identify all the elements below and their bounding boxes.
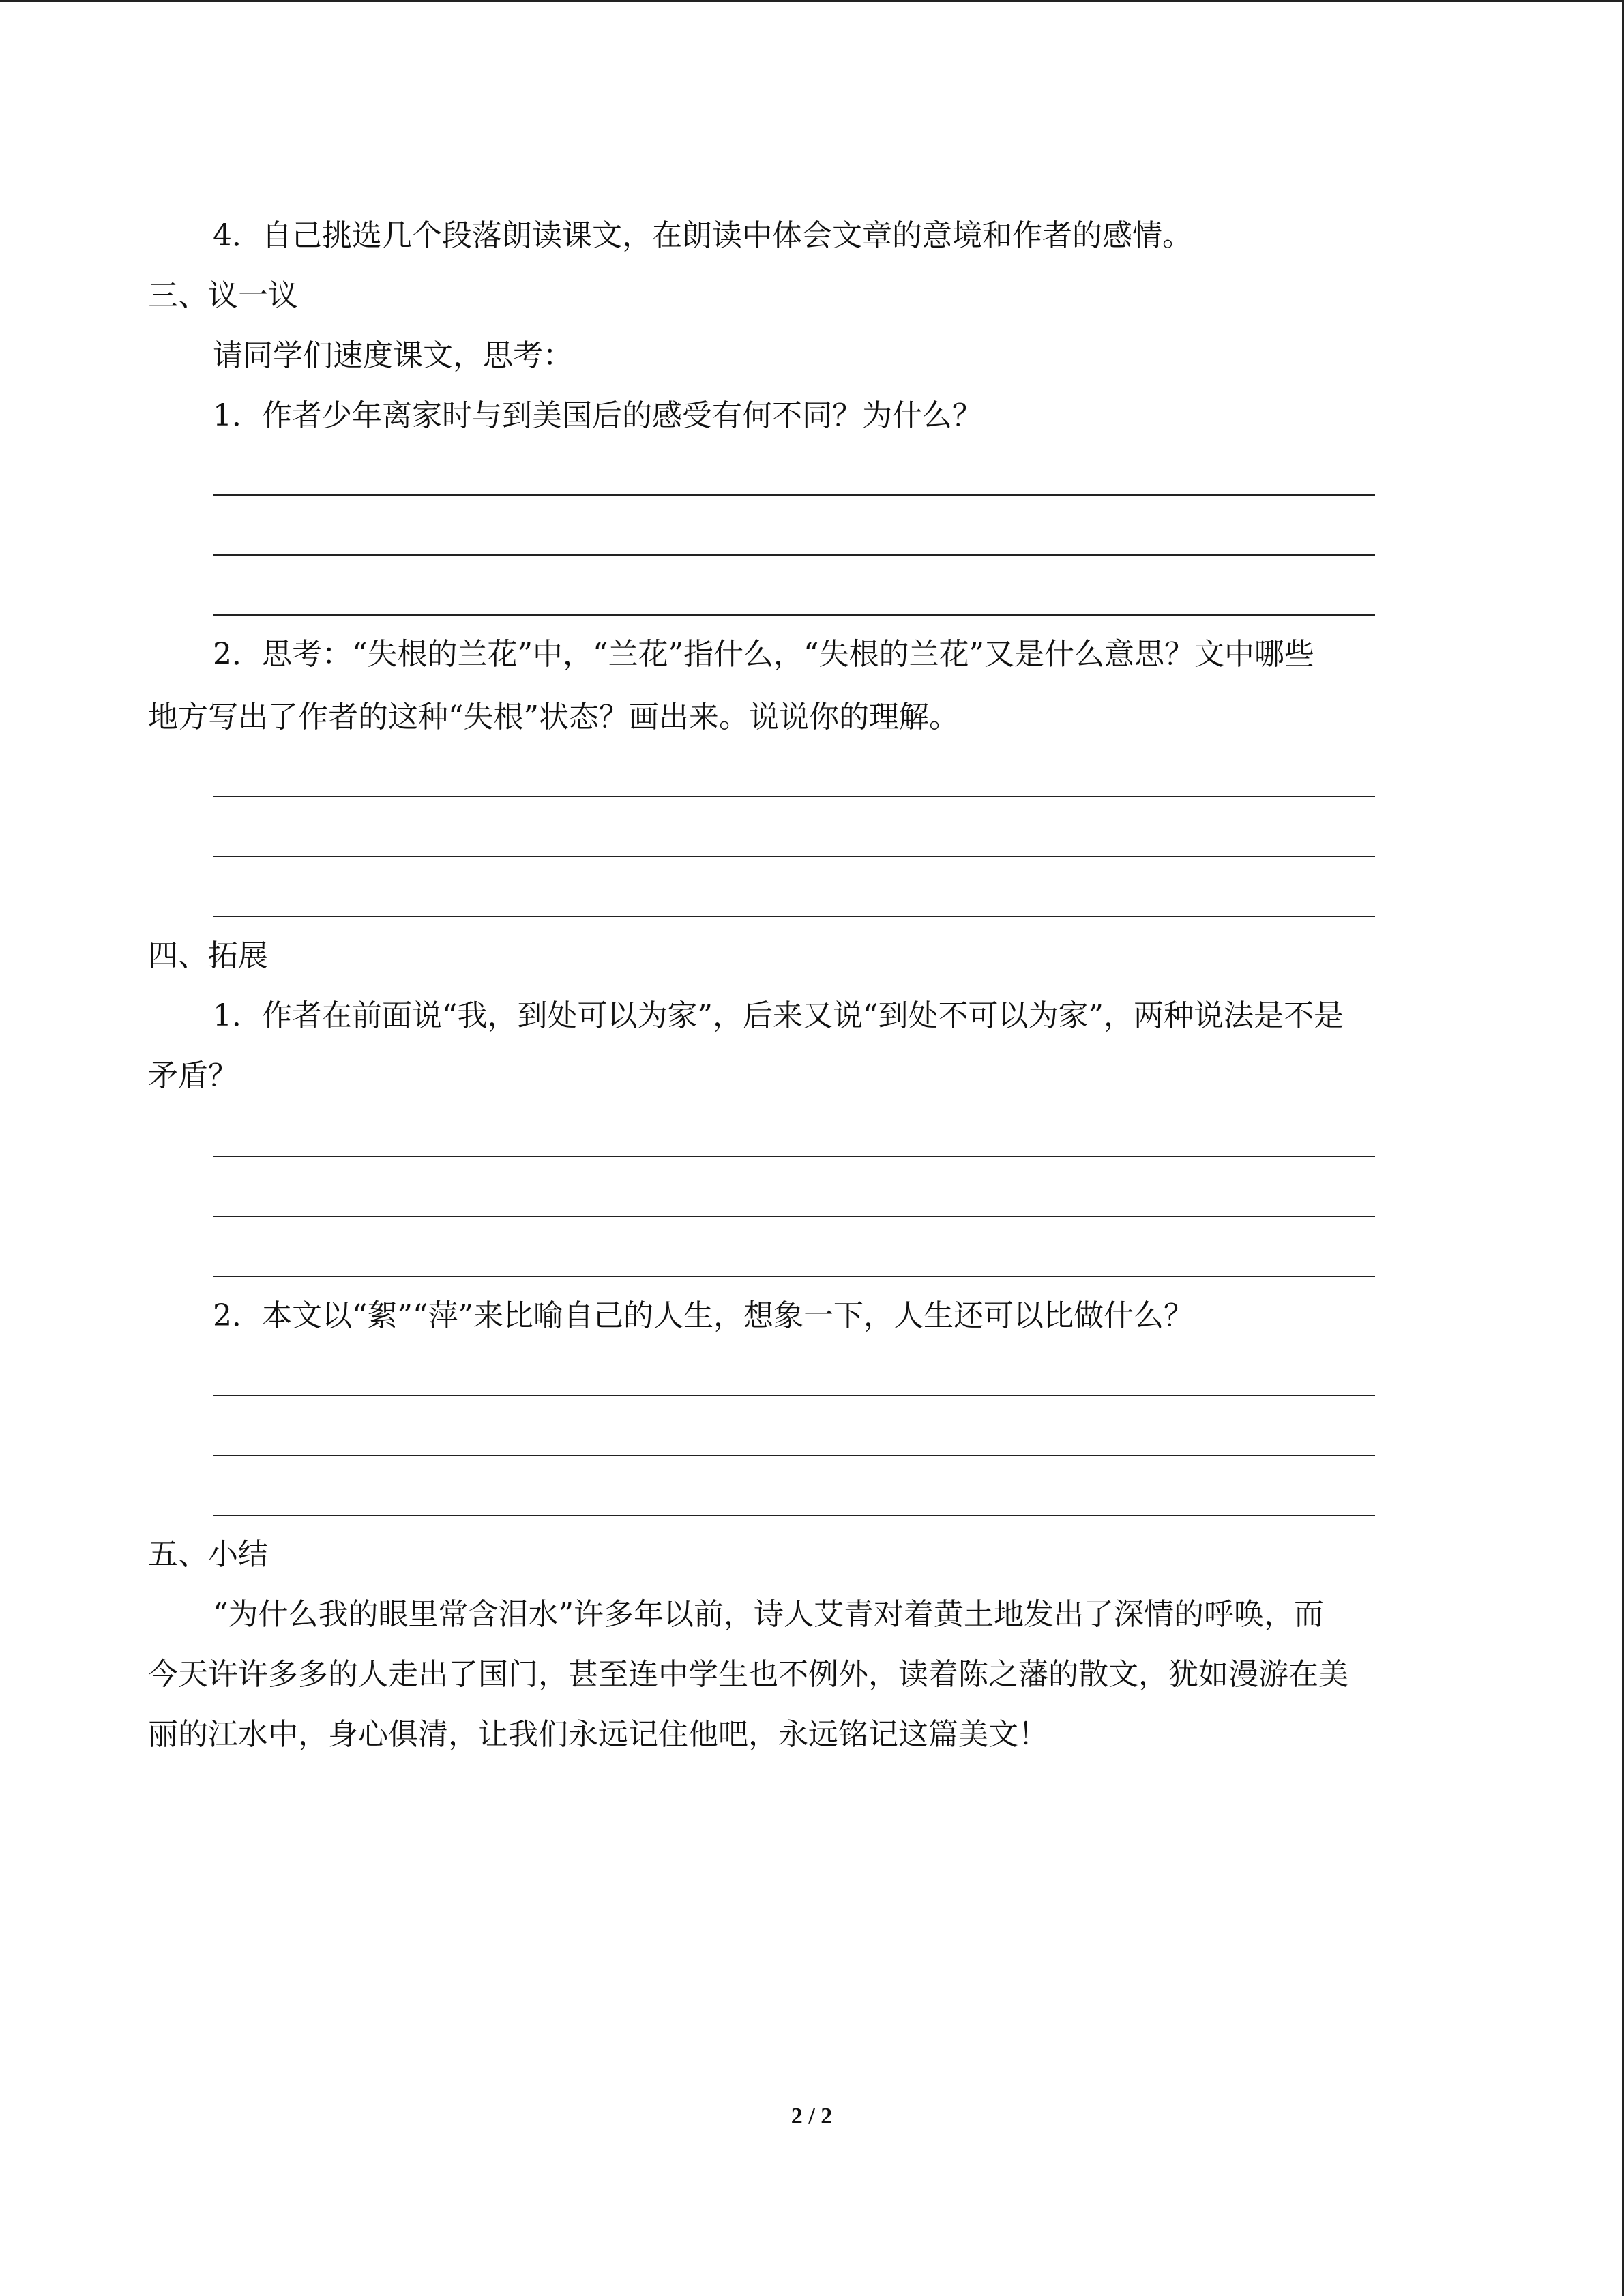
- answer-line: [213, 494, 1375, 496]
- answer-line: [213, 614, 1375, 616]
- answer-line: [213, 1515, 1375, 1516]
- section-two-item-4: 4．自己挑选几个段落朗读课文，在朗读中体会文章的意境和作者的感情。: [213, 218, 1192, 253]
- answer-line: [213, 796, 1375, 797]
- section-four-question-1-line-2: 矛盾？: [148, 1058, 238, 1093]
- answer-line: [213, 1395, 1375, 1396]
- page-number: 2 / 2: [791, 2104, 833, 2129]
- section-three-heading: 三、议一议: [148, 278, 298, 313]
- answer-line: [213, 1455, 1375, 1456]
- answer-line: [213, 1276, 1375, 1277]
- section-four-question-2: 2．本文以“絮”“萍”来比喻自己的人生，想象一下，人生还可以比做什么？: [213, 1298, 1194, 1333]
- answer-line: [213, 856, 1375, 857]
- section-four-question-1-line-1: 1．作者在前面说“我，到处可以为家”，后来又说“到处不可以为家”，两种说法是不是: [213, 998, 1344, 1033]
- answer-line: [213, 1216, 1375, 1217]
- section-three-question-2-line-2: 地方写出了作者的这种“失根”状态？画出来。说说你的理解。: [148, 700, 959, 734]
- summary-paragraph-line-1: “为什么我的眼里常含泪水”许多年以前，诗人艾青对着黄土地发出了深情的呼唤，而: [213, 1597, 1324, 1632]
- answer-line: [213, 916, 1375, 917]
- section-five-heading: 五、小结: [148, 1537, 268, 1572]
- summary-paragraph-line-2: 今天许许多多的人走出了国门，甚至连中学生也不例外，读着陈之藩的散文，犹如漫游在美: [148, 1657, 1348, 1692]
- section-three-question-1: 1．作者少年离家时与到美国后的感受有何不同？为什么？: [213, 398, 982, 433]
- section-four-heading: 四、拓展: [148, 938, 268, 973]
- section-three-intro: 请同学们速度课文，思考：: [213, 338, 573, 373]
- summary-paragraph-line-3: 丽的江水中，身心俱清，让我们永远记住他吧，永远铭记这篇美文！: [148, 1717, 1048, 1752]
- answer-line: [213, 1156, 1375, 1157]
- section-three-question-2-line-1: 2．思考：“失根的兰花”中，“兰花”指什么，“失根的兰花”又是什么意思？文中哪些: [213, 637, 1314, 672]
- answer-line: [213, 554, 1375, 556]
